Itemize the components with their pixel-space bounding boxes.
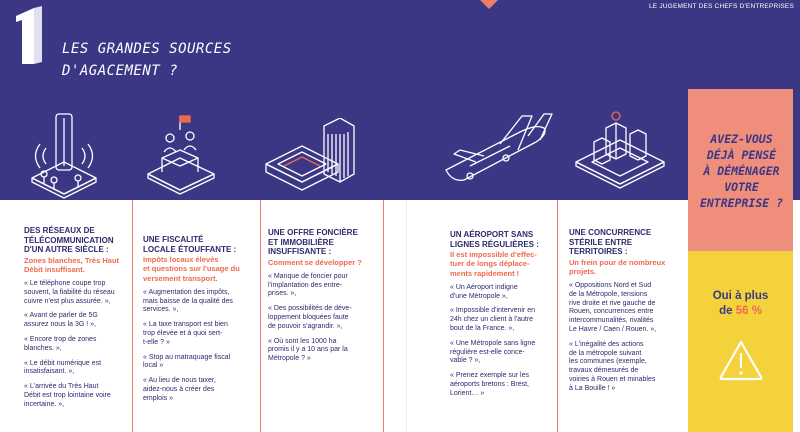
quote-line: « Encore trop de zones	[24, 336, 97, 344]
quote-line: assurez nous la 3G ! »,	[24, 321, 96, 329]
quote-line: services. »,	[143, 306, 179, 314]
quote-line: de la métropole suivant	[569, 349, 642, 357]
quote-line: Lorient… »	[450, 389, 485, 397]
column-telecom	[24, 226, 128, 410]
quote-line: Métropole ? »	[268, 355, 311, 363]
column-divider	[260, 200, 261, 432]
quote-line: vable ? »,	[450, 357, 481, 365]
quote-line: « Des possibilités de déve-	[268, 305, 352, 313]
quote-line: 24h chez un client à l'autre	[450, 316, 534, 324]
subtitle-line: Impôts locaux élevés	[143, 255, 219, 264]
quote-line: prises. »,	[268, 290, 297, 298]
title-line: STÉRILE ENTRE	[569, 237, 633, 247]
title-line: UNE FISCALITÉ	[143, 235, 204, 244]
quote	[268, 338, 380, 364]
quote	[268, 305, 380, 331]
quote-line: mais baisse de la qualité des	[143, 297, 233, 305]
quote	[450, 372, 554, 398]
column-divider	[132, 200, 133, 432]
question-line: VOTRE	[724, 180, 759, 194]
quote-line: régulière est-elle conce-	[450, 348, 525, 356]
subtitle-line: Un frein pour de nombreux	[569, 257, 666, 267]
header-tag: LE JUGEMENT DES CHEFS D'ENTREPRISES	[648, 3, 794, 10]
quote-line: « La taxe transport est bien	[143, 321, 228, 329]
section-title-line: LES GRANDES SOURCES	[62, 41, 232, 57]
chevron-marker-icon	[480, 0, 498, 9]
column-subtitle	[450, 250, 554, 278]
quote-line: « Augmentation des impôts,	[143, 288, 230, 296]
subtitle-line: Débit insuffisant.	[24, 264, 85, 274]
subtitle-line: tuer de longs déplace-	[450, 259, 530, 269]
quote-line: travaux démesurés de	[569, 367, 639, 375]
quote-line: voiries à Rouen et minables	[569, 376, 656, 384]
quote-line: l'implantation des entre-	[268, 281, 343, 289]
quote	[24, 280, 128, 306]
quote-line: d'une Métropole »,	[450, 292, 508, 300]
quote-line: « Avant de parler de 5G	[24, 312, 98, 320]
quote-line: Débit est trop lointaine voire	[24, 392, 111, 400]
title-line: TÉLÉCOMMUNICATION	[24, 235, 114, 245]
column-title	[24, 226, 128, 255]
header-band	[0, 0, 800, 200]
answer-line	[688, 304, 793, 319]
quote-line: local »	[143, 362, 164, 370]
relocation-sidebar	[688, 89, 793, 432]
quote-line: loppement bloquées faute	[268, 313, 349, 321]
column-subtitle	[143, 255, 255, 283]
column-title	[450, 230, 554, 249]
title-line: ET IMMOBILIÈRE	[268, 237, 334, 247]
quote	[569, 282, 685, 335]
title-line: LIGNES RÉGULIÈRES :	[450, 239, 539, 249]
quote-line: « Prenez exemple sur les	[450, 372, 529, 380]
column-divider	[557, 200, 558, 432]
quote-line: incertaine. »,	[24, 400, 65, 408]
quote-line: « Manque de foncier pour	[268, 272, 348, 280]
quote	[450, 284, 554, 302]
question-line: DÉJÀ PENSÉ	[706, 148, 777, 162]
answer-percentage: 56 %	[735, 305, 762, 317]
warning-icon	[718, 339, 764, 381]
subtitle-line: Il est impossible d'effec-	[450, 250, 537, 259]
quote-line: « Le téléphone coupe trop	[24, 280, 106, 288]
title-line: TERRITOIRES :	[569, 247, 628, 256]
page-fold	[406, 0, 407, 432]
quote-line: « L'arrivée du Très Haut	[24, 383, 99, 391]
quote-line: trop élevée et à quoi sert-	[143, 330, 223, 338]
subtitle-line: versement transport.	[143, 273, 218, 283]
airplane-illustration	[440, 110, 560, 190]
quote-line: à La Bouille ! »	[569, 384, 616, 392]
quote-line: aidez-nous à créer des	[143, 386, 215, 394]
quote-line: les communes (exemple,	[569, 358, 647, 366]
title-line: UNE OFFRE FONCIÈRE	[268, 228, 358, 237]
title-line: LOCALE ÉTOUFFANTE :	[143, 244, 237, 254]
answer-prefix: de	[719, 305, 736, 317]
title-line: DES RÉSEAUX DE	[24, 226, 95, 235]
quote-line: « Un Aéroport indigne	[450, 283, 518, 291]
quote-line: emplois »	[143, 394, 173, 402]
quote-line: « Le débit numérique est	[24, 359, 102, 367]
quote-line: bout de la France. »,	[450, 325, 515, 333]
quote	[24, 336, 128, 354]
quote-line: souvent, la fiabilité du réseau	[24, 288, 115, 296]
column-competition	[569, 228, 685, 394]
quote-line: « Une Métropole sans ligne	[450, 339, 536, 347]
subtitle-line: projets.	[569, 266, 597, 276]
quote-line: intercommunalités, rivalités	[569, 317, 654, 325]
column-title	[268, 228, 380, 257]
quote	[143, 289, 255, 315]
section-title	[62, 38, 302, 82]
quote-line: blanches. »,	[24, 344, 62, 352]
quote-line: Le Havre / Caen / Rouen. »,	[569, 326, 657, 334]
section-number	[12, 6, 46, 66]
quote	[450, 340, 554, 366]
quote-line: rive droite et rive gauche de	[569, 299, 656, 307]
quote-line: « Au lieu de nous taxer,	[143, 377, 216, 385]
quote-line: insatisfaisant. »,	[24, 368, 75, 376]
relocation-question	[692, 131, 791, 211]
quote	[450, 307, 554, 333]
column-airport	[450, 230, 554, 399]
relocation-question-panel	[688, 89, 793, 251]
column-tax	[143, 235, 255, 404]
quote	[24, 312, 128, 330]
quote	[143, 354, 255, 372]
relocation-answer-panel	[688, 251, 793, 432]
quote-line: de la Métropole, tensions	[569, 290, 648, 298]
subtitle-line: Zones blanches, Très Haut	[24, 255, 120, 265]
column-subtitle	[268, 258, 380, 267]
column-subtitle	[24, 256, 128, 275]
quote-line: « Oppositions Nord et Sud	[569, 282, 652, 290]
quote	[143, 377, 255, 403]
subtitle-line: Comment se développer ?	[268, 257, 362, 267]
relocation-answer	[688, 289, 793, 319]
quote-line: « Stop au matraquage fiscal	[143, 353, 231, 361]
column-title	[569, 228, 685, 257]
column-divider	[383, 200, 384, 432]
title-line: UN AÉROPORT SANS	[450, 230, 534, 239]
question-line: AVEZ-VOUS	[710, 132, 773, 146]
quote-line: « Impossible d'intervenir en	[450, 307, 535, 315]
quote-line: « L'inégalité des actions	[569, 340, 644, 348]
buildings-illustration	[262, 118, 358, 196]
subtitle-line: et questions sur l'usage du	[143, 264, 240, 274]
subtitle-line: ments rapidement !	[450, 268, 520, 278]
telecom-tower-illustration	[28, 108, 100, 200]
column-title	[143, 235, 255, 254]
question-line: ENTREPRISE ?	[699, 196, 784, 210]
quote	[143, 321, 255, 347]
tax-office-illustration	[142, 112, 220, 200]
title-line: INSUFFISANTE :	[268, 247, 332, 256]
section-number-text: 1	[28, 45, 30, 47]
quote-line: de pouvoir s'agrandir. »,	[268, 322, 343, 330]
title-line: UNE CONCURRENCE	[569, 228, 652, 237]
column-land-offer	[268, 228, 380, 364]
column-subtitle	[569, 258, 685, 277]
quote-line: « Où sont les 1000 ha	[268, 337, 337, 345]
answer-line: Oui à plus	[712, 290, 769, 302]
quote-line: promis il y a 10 ans par la	[268, 346, 348, 354]
section-title-line: D'AGACEMENT ?	[62, 63, 179, 79]
quote-line: t-elle ? »	[143, 338, 170, 346]
question-line: À DÉMÉNAGER	[703, 164, 780, 178]
quote-line: aéroports bretons : Brest,	[450, 381, 529, 389]
quote	[24, 360, 128, 378]
quote-line: cuivre n'est plus assurée. »,	[24, 297, 111, 305]
quote	[268, 273, 380, 299]
quote-line: Rouen, concurrences entre	[569, 308, 654, 316]
quote	[24, 383, 128, 409]
city-map-illustration	[572, 108, 668, 194]
title-line: D'UN AUTRE SIÈCLE :	[24, 245, 109, 254]
quote	[569, 341, 685, 394]
